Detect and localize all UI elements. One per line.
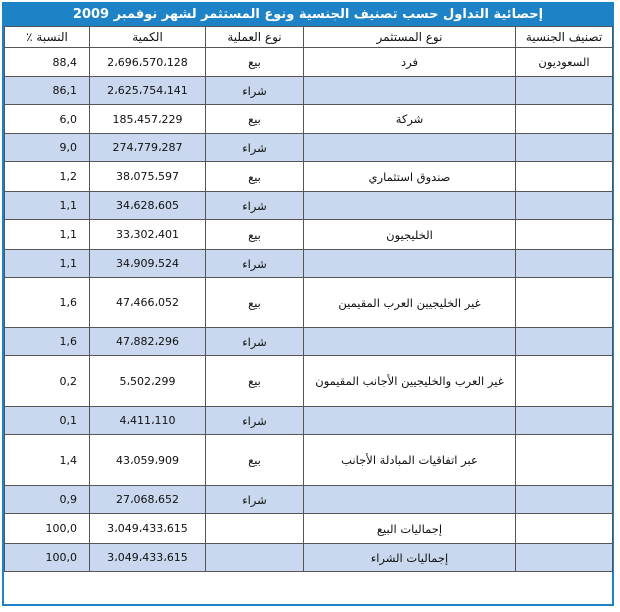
- table-row: [5, 162, 613, 192]
- cell-nationality: [516, 77, 613, 105]
- table-row: [5, 356, 613, 407]
- cell-nationality: [516, 134, 613, 162]
- cell-percent: 1,6: [5, 278, 90, 328]
- cell-operation: بيع: [206, 105, 304, 134]
- cell-investor: شركة: [304, 105, 516, 134]
- cell-nationality: [516, 407, 613, 435]
- cell-investor: غير الخليجيين العرب المقيمين: [304, 278, 516, 328]
- cell-operation: شراء: [206, 77, 304, 105]
- cell-quantity: 43،059،909: [90, 435, 206, 486]
- cell-quantity: 274،779،287: [90, 134, 206, 162]
- cell-percent: 1,4: [5, 435, 90, 486]
- cell-operation: شراء: [206, 134, 304, 162]
- table-row: [5, 278, 613, 328]
- cell-operation: بيع: [206, 278, 304, 328]
- cell-investor: [304, 77, 516, 105]
- table-row: [5, 220, 613, 250]
- cell-operation: بيع: [206, 220, 304, 250]
- cell-quantity: 5،502،299: [90, 356, 206, 407]
- total-sell-row: [5, 514, 613, 544]
- cell-quantity: 34،628،605: [90, 192, 206, 220]
- header-nationality: تصنيف الجنسية: [516, 27, 613, 48]
- cell-investor: إجماليات الشراء: [304, 544, 516, 572]
- header-operation-type: نوع العملية: [206, 27, 304, 48]
- cell-nationality: [516, 514, 613, 544]
- cell-nationality: [516, 250, 613, 278]
- cell-percent: 0,2: [5, 356, 90, 407]
- header-investor-type: نوع المستثمر: [304, 27, 516, 48]
- cell-investor: إجماليات البيع: [304, 514, 516, 544]
- cell-quantity: 4،411،110: [90, 407, 206, 435]
- cell-investor: الخليجيون: [304, 220, 516, 250]
- cell-percent: 1,1: [5, 250, 90, 278]
- cell-operation: شراء: [206, 486, 304, 514]
- table-title: إحصائية التداول حسب تصنيف الجنسية ونوع المستثمر لشهر نوفمبر 2009: [4, 4, 612, 26]
- cell-percent: 1,2: [5, 162, 90, 192]
- cell-investor: [304, 250, 516, 278]
- cell-percent: 1,6: [5, 328, 90, 356]
- cell-percent: 6,0: [5, 105, 90, 134]
- header-row: [5, 27, 613, 48]
- cell-operation: بيع: [206, 162, 304, 192]
- cell-percent: 100,0: [5, 514, 90, 544]
- cell-operation: بيع: [206, 48, 304, 77]
- cell-investor: صندوق استثماري: [304, 162, 516, 192]
- table-row: [5, 77, 613, 105]
- table-row: [5, 134, 613, 162]
- cell-investor: عبر اتفاقيات المبادلة الأجانب: [304, 435, 516, 486]
- cell-nationality: [516, 162, 613, 192]
- trading-stats-table: [4, 26, 613, 572]
- cell-investor: [304, 407, 516, 435]
- cell-quantity: 27،068،652: [90, 486, 206, 514]
- cell-operation: بيع: [206, 356, 304, 407]
- cell-percent: 86,1: [5, 77, 90, 105]
- cell-investor: [304, 328, 516, 356]
- cell-percent: 1,1: [5, 192, 90, 220]
- cell-percent: 9,0: [5, 134, 90, 162]
- cell-operation: شراء: [206, 328, 304, 356]
- cell-nationality: [516, 105, 613, 134]
- cell-operation: [206, 544, 304, 572]
- table-row: [5, 486, 613, 514]
- cell-investor: [304, 486, 516, 514]
- cell-quantity: 47،882،296: [90, 328, 206, 356]
- cell-quantity: 47،466،052: [90, 278, 206, 328]
- stats-card: [2, 2, 614, 606]
- table-row: [5, 48, 613, 77]
- cell-nationality: [516, 486, 613, 514]
- cell-operation: شراء: [206, 407, 304, 435]
- table-row: [5, 435, 613, 486]
- cell-investor: فرد: [304, 48, 516, 77]
- cell-investor: [304, 134, 516, 162]
- header-quantity: الكمية: [90, 27, 206, 48]
- table-row: [5, 328, 613, 356]
- cell-quantity: 38،075،597: [90, 162, 206, 192]
- table-body: [5, 48, 613, 572]
- cell-quantity: 3،049،433،615: [90, 514, 206, 544]
- cell-nationality: [516, 192, 613, 220]
- cell-operation: شراء: [206, 192, 304, 220]
- cell-quantity: 3،049،433،615: [90, 544, 206, 572]
- cell-percent: 0,1: [5, 407, 90, 435]
- cell-nationality: [516, 220, 613, 250]
- cell-operation: بيع: [206, 435, 304, 486]
- cell-investor: [304, 192, 516, 220]
- cell-percent: 100,0: [5, 544, 90, 572]
- total-buy-row: [5, 544, 613, 572]
- cell-nationality: [516, 278, 613, 328]
- header-percent: النسبة ٪: [5, 27, 90, 48]
- cell-percent: 1,1: [5, 220, 90, 250]
- cell-quantity: 2،625،754،141: [90, 77, 206, 105]
- table-row: [5, 407, 613, 435]
- table-row: [5, 192, 613, 220]
- table-row: [5, 250, 613, 278]
- cell-quantity: 33،302،401: [90, 220, 206, 250]
- table-row: [5, 105, 613, 134]
- cell-nationality: [516, 544, 613, 572]
- cell-operation: [206, 514, 304, 544]
- cell-operation: شراء: [206, 250, 304, 278]
- cell-percent: 88,4: [5, 48, 90, 77]
- cell-quantity: 2،696،570،128: [90, 48, 206, 77]
- cell-nationality: [516, 328, 613, 356]
- cell-nationality: [516, 435, 613, 486]
- cell-percent: 0,9: [5, 486, 90, 514]
- cell-investor: غير العرب والخليجيين الأجانب المقيمون: [304, 356, 516, 407]
- cell-nationality: [516, 356, 613, 407]
- cell-quantity: 185،457،229: [90, 105, 206, 134]
- cell-quantity: 34،909،524: [90, 250, 206, 278]
- cell-nationality: السعوديون: [516, 48, 613, 77]
